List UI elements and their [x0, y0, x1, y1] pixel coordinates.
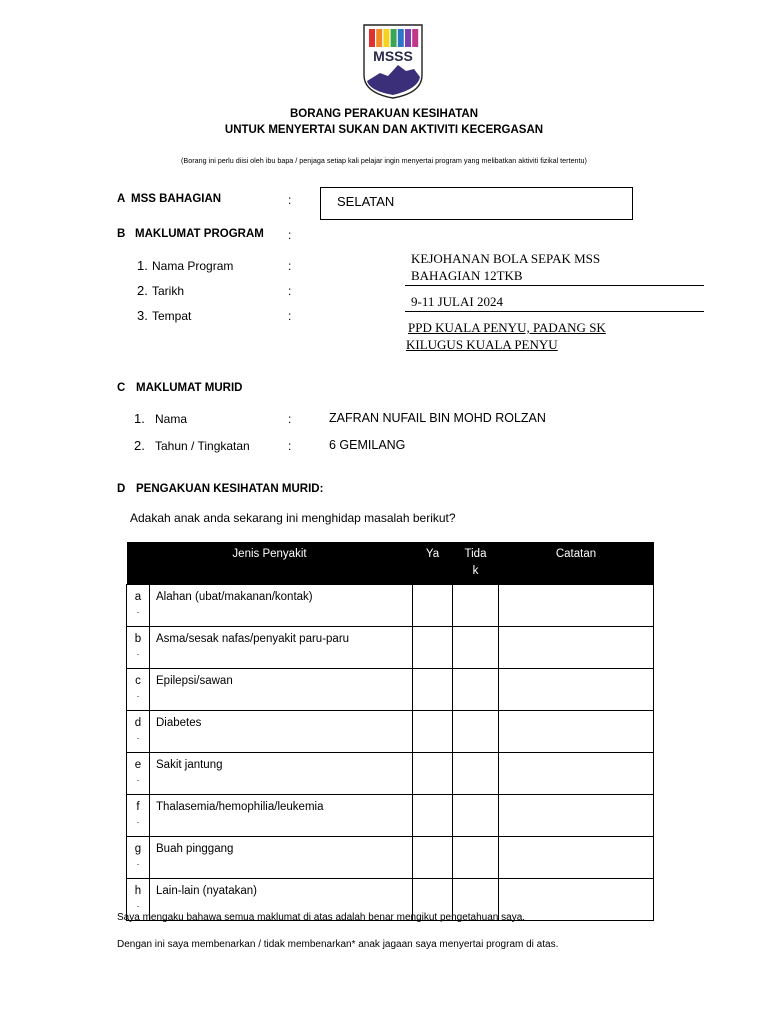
row-letter-text: b	[134, 633, 142, 645]
row-tidak-cell[interactable]	[453, 627, 499, 669]
row-tidak-cell[interactable]	[453, 711, 499, 753]
header-tidak-part1: Tida	[464, 548, 487, 560]
row-tidak-cell[interactable]	[453, 753, 499, 795]
row-letter-dot: .	[136, 857, 140, 867]
row-letter-dot: .	[136, 899, 140, 909]
section-a-letter: A	[117, 193, 126, 205]
row-letter	[127, 795, 150, 837]
row-ya-cell[interactable]	[413, 795, 453, 837]
tempat-value-line2: KILUGUS KUALA PENYU	[406, 337, 558, 352]
section-a-colon: :	[288, 193, 292, 207]
row-catatan-cell[interactable]	[499, 711, 654, 753]
row-letter-text: d	[134, 717, 142, 729]
logo-wordmark: MSSS	[373, 48, 413, 64]
row-ya-cell[interactable]	[413, 669, 453, 711]
row-penyakit: Lain-lain (nyatakan)	[150, 879, 413, 921]
row-tidak-cell[interactable]	[453, 795, 499, 837]
table-row	[127, 795, 654, 837]
form-title-line2: UNTUK MENYERTAI SUKAN DAN AKTIVITI KECERGASAN	[224, 124, 544, 136]
row-penyakit: Buah pinggang	[150, 837, 413, 879]
form-instruction-note: (Borang ini perlu diisi oleh ibu bapa / penjaga setiap kali pelajar ingin menyertai program yang melibatkan aktiviti fizikal tertentu)	[181, 156, 587, 165]
row-letter-text: g	[134, 843, 142, 855]
header-ya: Ya	[413, 542, 453, 585]
murid-item-2-label: Tahun / Tingkatan	[155, 439, 250, 453]
table-row	[127, 669, 654, 711]
row-ya-cell[interactable]	[413, 753, 453, 795]
program-item-3-num: 3.	[137, 308, 148, 323]
row-ya-cell[interactable]	[413, 585, 453, 627]
header-jenis-penyakit: Jenis Penyakit	[127, 542, 413, 585]
nama-program-value-line2: BAHAGIAN 12TKB	[411, 268, 523, 283]
form-title-line1: BORANG PERAKUAN KESIHATAN	[289, 108, 479, 120]
logo-color-bar	[383, 29, 389, 47]
section-a-label: MSS BAHAGIAN	[131, 193, 222, 205]
row-ya-cell[interactable]	[413, 627, 453, 669]
row-catatan-cell[interactable]	[499, 753, 654, 795]
health-question: Adakah anak anda sekarang ini menghidap masalah berikut?	[130, 511, 456, 525]
logo-color-bar	[398, 29, 404, 47]
table-header-row	[127, 542, 654, 585]
row-tidak-cell[interactable]	[453, 669, 499, 711]
row-letter	[127, 753, 150, 795]
section-c-letter: C	[117, 382, 126, 394]
row-letter	[127, 711, 150, 753]
health-declaration-table	[126, 542, 654, 921]
row-tidak-cell[interactable]	[453, 837, 499, 879]
row-letter-text: f	[136, 801, 140, 813]
table-row	[127, 627, 654, 669]
row-letter-text: e	[134, 759, 142, 771]
row-catatan-cell[interactable]	[499, 669, 654, 711]
program-item-2-label: Tarikh	[152, 284, 185, 298]
program-item-3-label: Tempat	[152, 309, 192, 323]
row-letter-dot: .	[136, 731, 140, 741]
row-letter	[127, 627, 150, 669]
murid-item-1-colon: :	[288, 412, 292, 426]
row-letter-text: a	[134, 591, 142, 603]
row-catatan-cell[interactable]	[499, 795, 654, 837]
header-catatan: Catatan	[499, 542, 654, 585]
tempat-value-line1: PPD KUALA PENYU, PADANG SK	[408, 320, 606, 335]
section-b-colon: :	[288, 228, 292, 242]
section-d-label: PENGAKUAN KESIHATAN MURID:	[136, 483, 324, 495]
row-letter-text: h	[134, 885, 142, 897]
row-penyakit: Diabetes	[150, 711, 413, 753]
logo-color-bar	[412, 29, 418, 47]
row-penyakit: Thalasemia/hemophilia/leukemia	[150, 795, 413, 837]
row-letter-dot: .	[136, 773, 140, 783]
msss-shield-emblem	[362, 23, 424, 99]
program-item-2-colon: :	[288, 284, 292, 298]
section-d-letter: D	[117, 483, 126, 495]
tingkatan-value: 6 GEMILANG	[329, 438, 406, 452]
header-tidak-part2: k	[472, 565, 479, 577]
murid-item-2-colon: :	[288, 439, 292, 453]
row-letter-text: c	[135, 675, 141, 687]
nama-program-underline	[405, 285, 704, 286]
section-b-label: MAKLUMAT PROGRAM	[135, 228, 264, 240]
row-letter	[127, 837, 150, 879]
section-c-label: MAKLUMAT MURID	[136, 382, 243, 394]
table-row	[127, 585, 654, 627]
row-letter-dot: .	[136, 605, 140, 615]
program-item-2-num: 2.	[137, 283, 148, 298]
row-penyakit: Asma/sesak nafas/penyakit paru-paru	[150, 627, 413, 669]
row-penyakit: Sakit jantung	[150, 753, 413, 795]
program-item-3-colon: :	[288, 309, 292, 323]
mss-bahagian-value: SELATAN	[337, 194, 395, 209]
table-row	[127, 711, 654, 753]
murid-item-2-num: 2.	[134, 438, 145, 453]
row-penyakit: Epilepsi/sawan	[150, 669, 413, 711]
section-b-letter: B	[117, 228, 126, 240]
row-ya-cell[interactable]	[413, 837, 453, 879]
row-catatan-cell[interactable]	[499, 837, 654, 879]
logo-color-bar	[405, 29, 411, 47]
row-letter-dot: .	[136, 815, 140, 825]
table-row	[127, 837, 654, 879]
declaration-line-1: Saya mengaku bahawa semua maklumat di atas adalah benar mengikut pengetahuan saya.	[117, 912, 526, 923]
row-letter-dot: .	[136, 647, 140, 657]
msss-logo	[362, 23, 424, 99]
row-letter	[127, 585, 150, 627]
program-item-1-num: 1.	[137, 258, 148, 273]
row-catatan-cell[interactable]	[499, 627, 654, 669]
nama-murid-value: ZAFRAN NUFAIL BIN MOHD ROLZAN	[329, 411, 546, 425]
murid-item-1-label: Nama	[155, 412, 188, 426]
logo-color-bar	[391, 29, 397, 47]
row-letter	[127, 669, 150, 711]
program-item-1-colon: :	[288, 259, 292, 273]
declaration-line-2: Dengan ini saya membenarkan / tidak membenarkan* anak jagaan saya menyertai program di atas.	[117, 939, 559, 950]
row-letter-dot: .	[136, 689, 140, 699]
logo-color-bar	[369, 29, 375, 47]
row-tidak-cell[interactable]	[453, 585, 499, 627]
row-ya-cell[interactable]	[413, 711, 453, 753]
logo-color-bar	[376, 29, 382, 47]
tarikh-value: 9-11 JULAI 2024	[411, 294, 503, 309]
mss-bahagian-field[interactable]	[320, 187, 633, 220]
header-tidak	[453, 542, 499, 585]
tarikh-underline	[405, 311, 704, 312]
program-item-1-label: Nama Program	[152, 259, 234, 273]
row-penyakit: Alahan (ubat/makanan/kontak)	[150, 585, 413, 627]
row-catatan-cell[interactable]	[499, 585, 654, 627]
table-row	[127, 753, 654, 795]
murid-item-1-num: 1.	[134, 411, 145, 426]
nama-program-value-line1: KEJOHANAN BOLA SEPAK MSS	[411, 251, 601, 266]
